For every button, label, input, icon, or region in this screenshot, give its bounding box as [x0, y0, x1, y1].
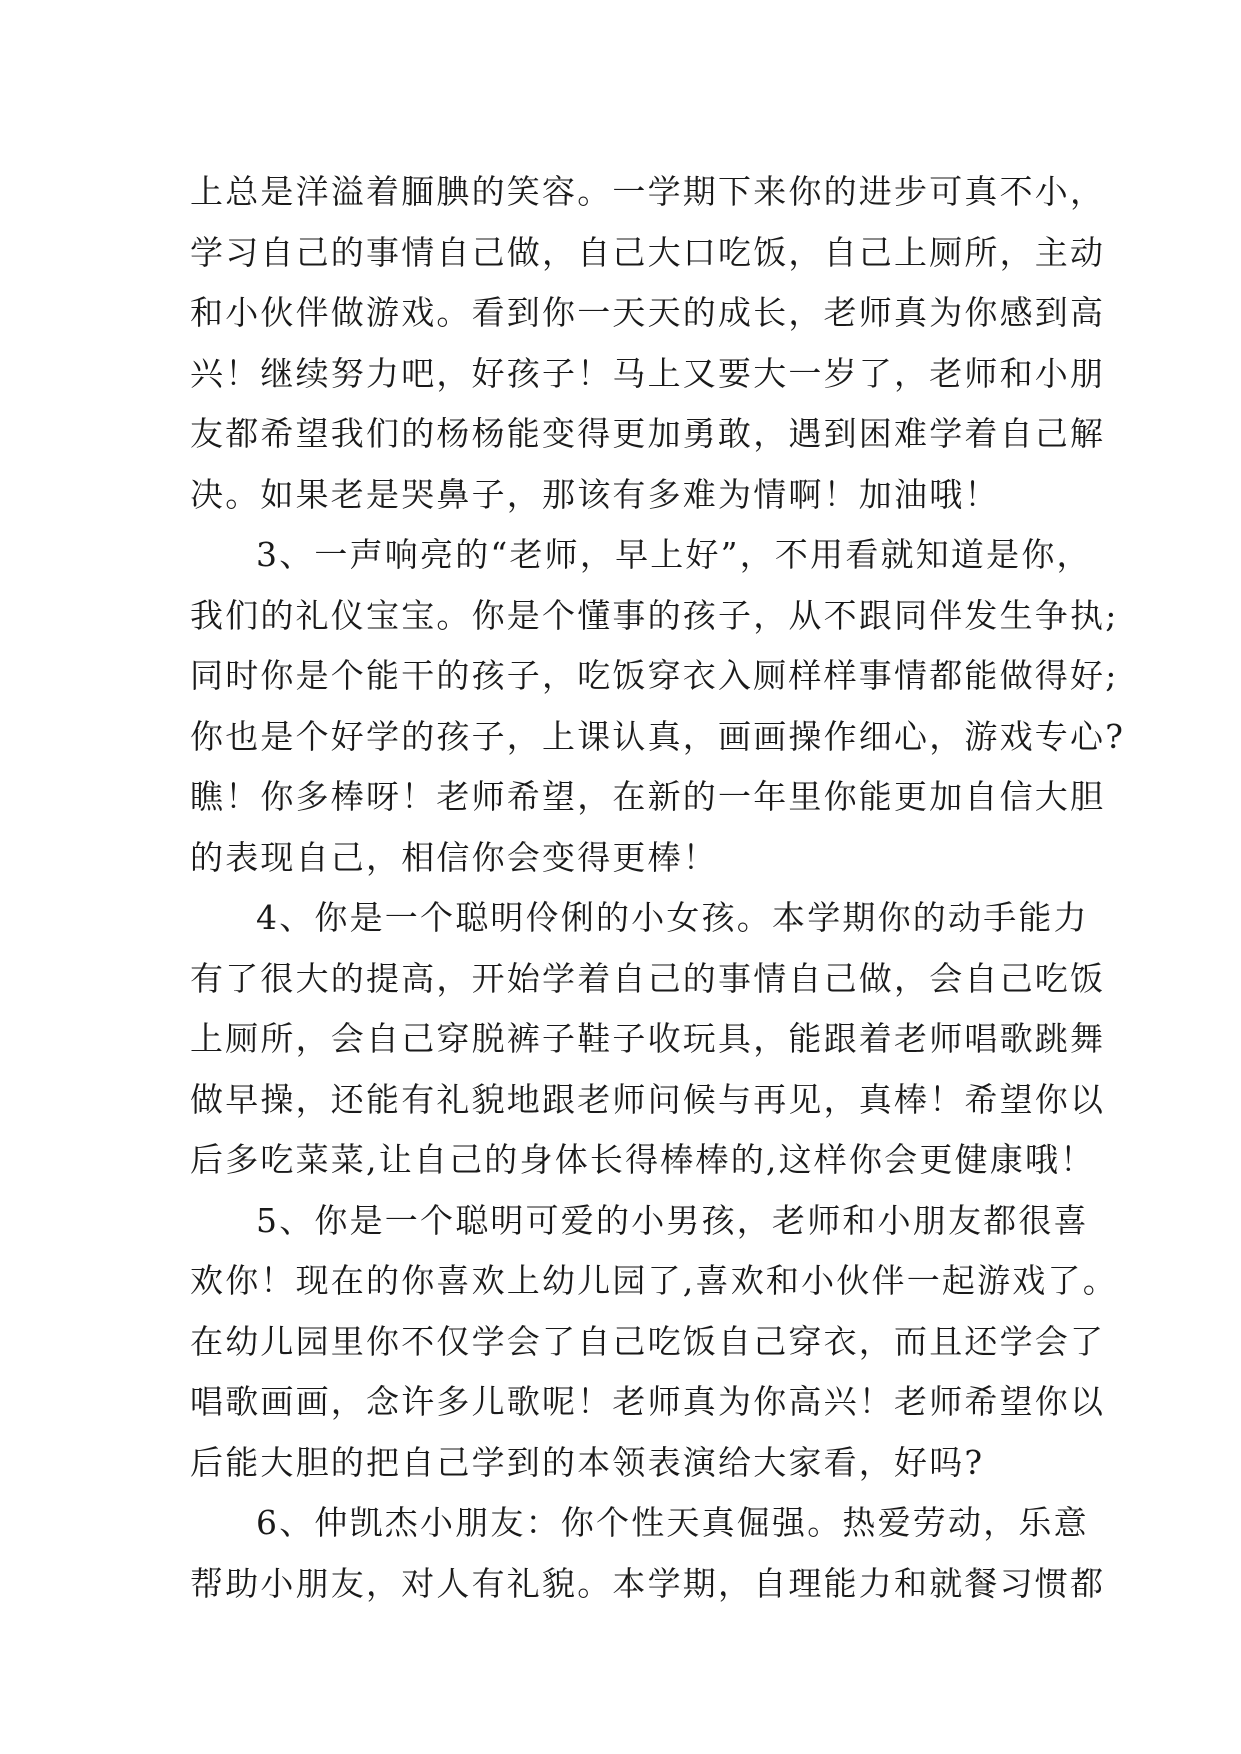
text-line: 我们的礼仪宝宝。你是个懂事的孩子，从不跟同伴发生争执;: [190, 595, 1119, 635]
text-line: 有了很大的提高，开始学着自己的事情自己做，会自己吃饭: [190, 958, 1106, 998]
text-line: 在幼儿园里你不仅学会了自己吃饭自己穿衣，而且还学会了: [190, 1321, 1106, 1361]
text-line: 你也是个好学的孩子，上课认真，画画操作细心，游戏专心?: [190, 716, 1126, 756]
text-line: 决。如果老是哭鼻子，那该有多难为情啊！加油哦！: [190, 474, 1000, 514]
text-line: 做早操，还能有礼貌地跟老师问候与再见，真棒！希望你以: [190, 1079, 1106, 1119]
text-line: 上厕所，会自己穿脱裤子鞋子收玩具，能跟着老师唱歌跳舞: [190, 1019, 1106, 1058]
paragraph-first-line: 5、你是一个聪明可爱的小男孩，老师和小朋友都很喜: [256, 1200, 1089, 1240]
paragraph-first-line: 6、仲凯杰小朋友：你个性天真倔强。热爱劳动，乐意: [256, 1503, 1089, 1542]
text-line: 瞧！你多棒呀！老师希望，在新的一年里你能更加自信大胆: [190, 777, 1106, 816]
text-line: 学习自己的事情自己做，自己大口吃饭，自己上厕所，主动: [190, 232, 1106, 272]
text-line: 上总是洋溢着腼腆的笑容。一学期下来你的进步可真不小，: [190, 172, 1106, 211]
text-line: 和小伙伴做游戏。看到你一天天的成长，老师真为你感到高: [190, 293, 1106, 332]
text-line: 的表现自己，相信你会变得更棒！: [190, 837, 718, 877]
text-line: 唱歌画画，念许多儿歌呢！老师真为你高兴！老师希望你以: [190, 1382, 1106, 1421]
text-line: 同时你是个能干的孩子，吃饭穿衣入厕样样事情都能做得好;: [190, 656, 1119, 695]
text-line: 欢你！现在的你喜欢上幼儿园了,喜欢和小伙伴一起游戏了。: [190, 1261, 1118, 1300]
paragraph-first-line: 3、一声响亮的“老师，早上好”，不用看就知道是你，: [256, 535, 1092, 574]
text-line: 后多吃菜菜,让自己的身体长得棒棒的,这样你会更健康哦！: [190, 1140, 1096, 1179]
text-line: 帮助小朋友，对人有礼貌。本学期，自理能力和就餐习惯都: [190, 1563, 1106, 1603]
text-line: 友都希望我们的杨杨能变得更加勇敢，遇到困难学着自己解: [190, 414, 1106, 453]
text-line: 兴！继续努力吧，好孩子！马上又要大一岁了，老师和小朋: [190, 353, 1106, 393]
paragraph-first-line: 4、你是一个聪明伶俐的小女孩。本学期你的动手能力: [256, 898, 1089, 937]
document-body: [190, 162, 1126, 1614]
text-line: 后能大胆的把自己学到的本领表演给大家看，好吗?: [190, 1442, 985, 1482]
